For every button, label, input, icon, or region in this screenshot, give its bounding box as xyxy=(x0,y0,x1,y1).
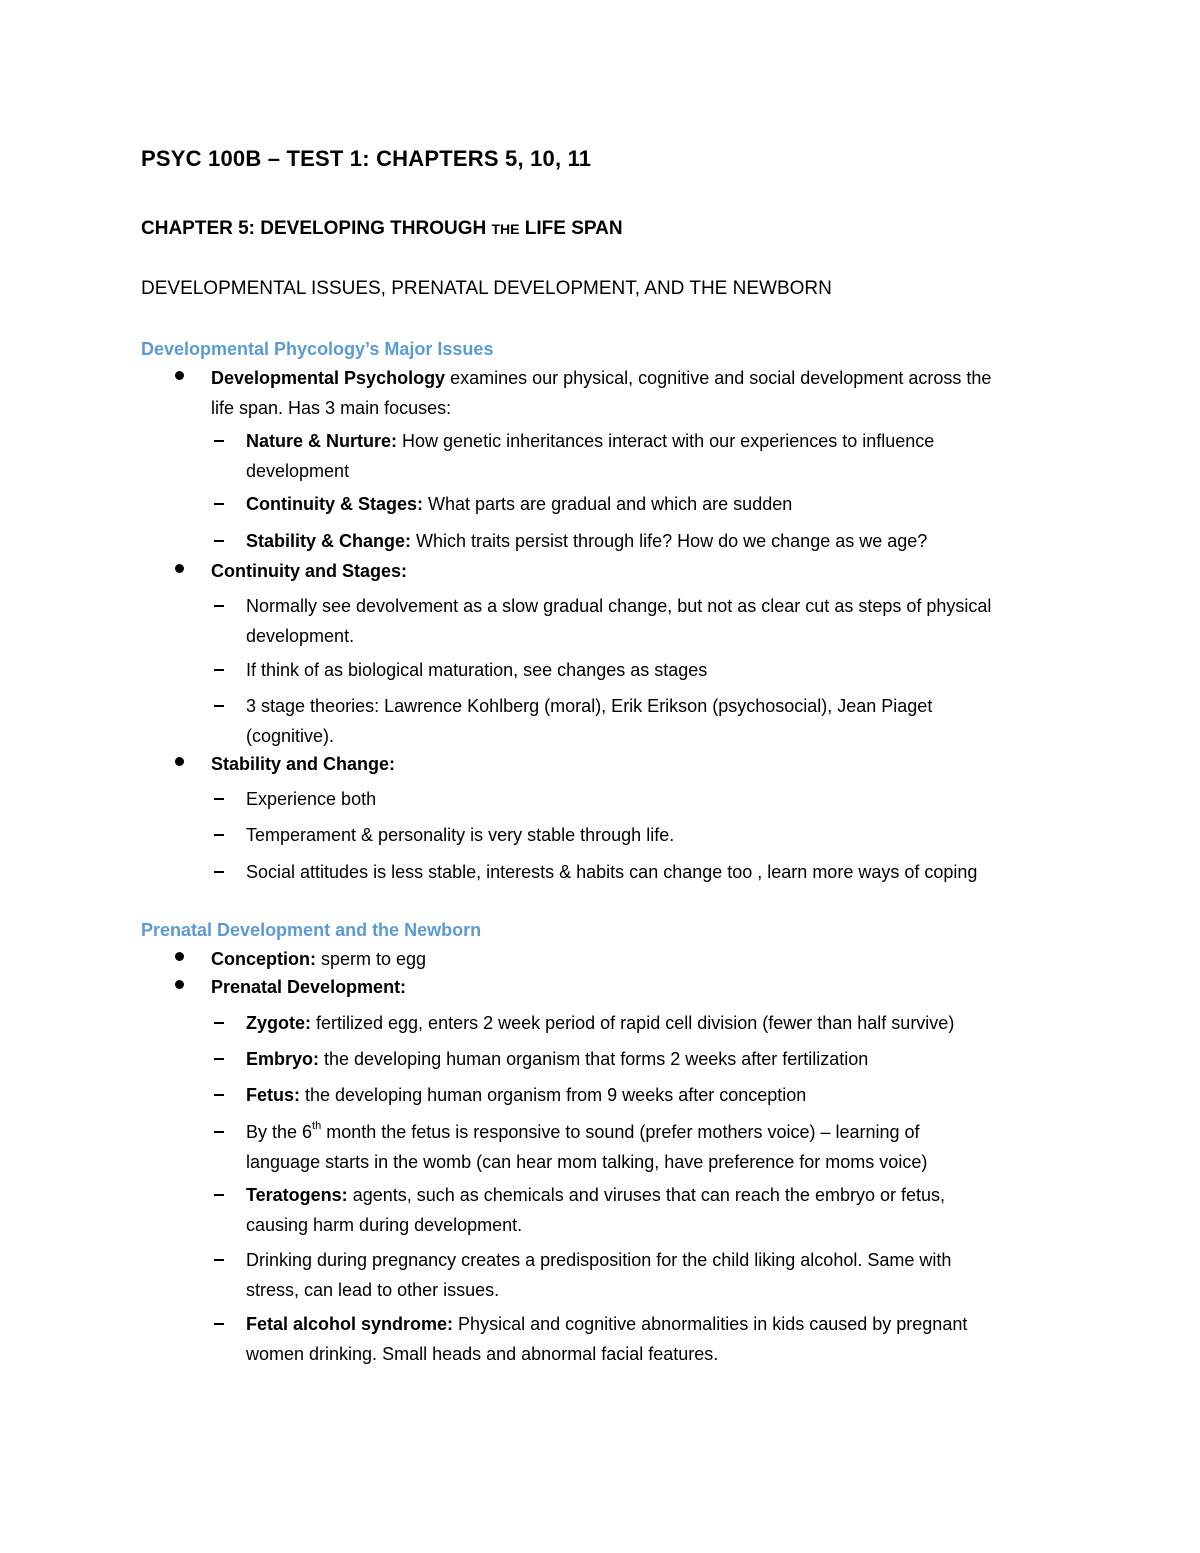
list-subitem xyxy=(246,430,934,452)
term: Prenatal Development: xyxy=(211,977,407,997)
list-subitem: Temperament & personality is very stable through life. xyxy=(246,825,675,845)
term: Nature & Nurture: xyxy=(246,431,398,451)
list-subitem xyxy=(246,1121,920,1143)
dash-marker xyxy=(214,605,224,607)
list-subitem xyxy=(246,1012,954,1034)
list-item xyxy=(211,560,407,582)
term: Continuity and Stages: xyxy=(211,561,408,581)
term: Continuity & Stages: xyxy=(246,494,424,514)
list-subitem xyxy=(246,1313,967,1335)
dash-marker xyxy=(214,1058,224,1060)
dash-marker xyxy=(214,1323,224,1325)
list-subitem: 3 stage theories: Lawrence Kohlberg (moral), Erik Erikson (psychosocial), Jean Piaget xyxy=(246,696,933,716)
dash-marker xyxy=(214,834,224,836)
list-subitem: Social attitudes is less stable, interests & habits can change too , learn more ways of coping xyxy=(246,862,978,882)
term: Fetus: xyxy=(246,1085,300,1105)
chapter-heading-part3: LIFE SPAN xyxy=(519,218,623,239)
list-subitem xyxy=(246,530,927,552)
dash-marker xyxy=(214,705,224,707)
term: Conception: xyxy=(211,949,316,969)
list-subitem-continuation: development. xyxy=(246,626,355,646)
item-text: month the fetus is responsive to sound (prefer mothers voice) – learning of xyxy=(321,1122,920,1142)
list-subitem: Drinking during pregnancy creates a predisposition for the child liking alcohol. Same with xyxy=(246,1250,952,1270)
list-subitem-continuation: (cognitive). xyxy=(246,726,335,746)
list-item xyxy=(211,753,395,775)
dash-marker xyxy=(214,1131,224,1133)
dash-marker xyxy=(214,1094,224,1096)
dash-marker xyxy=(214,669,224,671)
list-subitem xyxy=(246,1084,806,1106)
section-heading-major-issues: Developmental Phycology’s Major Issues xyxy=(141,339,494,359)
list-subitem xyxy=(246,1184,945,1206)
item-text: Which traits persist through life? How do we change as we age? xyxy=(411,531,928,551)
dash-marker xyxy=(214,1022,224,1024)
dash-marker xyxy=(214,871,224,873)
item-text: How genetic inheritances interact with our experiences to influence xyxy=(397,431,935,451)
bullet-dot xyxy=(175,564,184,573)
list-subitem-continuation: stress, can lead to other issues. xyxy=(246,1280,500,1300)
item-text: fertilized egg, enters 2 week period of rapid cell division (fewer than half survive) xyxy=(311,1013,955,1033)
list-item-continuation: life span. Has 3 main focuses: xyxy=(211,398,452,418)
item-text: the developing human organism that forms 2 weeks after fertilization xyxy=(319,1049,869,1069)
dash-marker xyxy=(214,440,224,442)
term: Fetal alcohol syndrome: xyxy=(246,1314,454,1334)
item-text: By the 6 xyxy=(246,1122,313,1142)
term: Stability and Change: xyxy=(211,754,396,774)
dash-marker xyxy=(214,540,224,542)
list-item xyxy=(211,948,426,970)
section-heading-prenatal: Prenatal Development and the Newborn xyxy=(141,920,482,940)
item-text: agents, such as chemicals and viruses that can reach the embryo or fetus, xyxy=(347,1185,945,1205)
superscript: th xyxy=(312,1120,322,1132)
term: Embryo: xyxy=(246,1049,320,1069)
list-subitem-continuation: women drinking. Small heads and abnormal facial features. xyxy=(246,1344,719,1364)
bullet-dot xyxy=(175,371,184,380)
list-item xyxy=(211,976,406,998)
item-text: sperm to egg xyxy=(316,949,427,969)
bullet-dot xyxy=(175,757,184,766)
dash-marker xyxy=(214,1194,224,1196)
document-title: PSYC 100B – TEST 1: CHAPTERS 5, 10, 11 xyxy=(141,146,592,171)
dash-marker xyxy=(214,1259,224,1261)
bullet-dot xyxy=(175,980,184,989)
chapter-heading xyxy=(141,218,623,240)
item-text: Physical and cognitive abnormalities in kids caused by pregnant xyxy=(453,1314,968,1334)
bullet-dot xyxy=(175,952,184,961)
list-subitem xyxy=(246,493,792,515)
list-subitem-continuation: language starts in the womb (can hear mom talking, have preference for moms voice) xyxy=(246,1152,928,1172)
list-subitem: If think of as biological maturation, see changes as stages xyxy=(246,660,708,680)
list-subitem-continuation: development xyxy=(246,461,350,481)
term: Stability & Change: xyxy=(246,531,412,551)
list-item xyxy=(211,367,991,389)
dash-marker xyxy=(214,503,224,505)
list-subitem: Experience both xyxy=(246,789,377,809)
list-subitem xyxy=(246,1048,868,1070)
item-text: What parts are gradual and which are sudden xyxy=(423,494,793,514)
term: Zygote: xyxy=(246,1013,311,1033)
section-subheading: DEVELOPMENTAL ISSUES, PRENATAL DEVELOPMENT, AND THE NEWBORN xyxy=(141,278,832,299)
chapter-heading-part2: THE xyxy=(491,221,520,237)
chapter-heading-part1: CHAPTER 5: DEVELOPING THROUGH xyxy=(141,218,492,239)
item-text: the developing human organism from 9 weeks after conception xyxy=(300,1085,807,1105)
list-subitem-continuation: causing harm during development. xyxy=(246,1215,523,1235)
dash-marker xyxy=(214,798,224,800)
term: Teratogens: xyxy=(246,1185,348,1205)
term: Developmental Psychology xyxy=(211,368,446,388)
item-text: examines our physical, cognitive and social development across the xyxy=(445,368,992,388)
list-subitem: Normally see devolvement as a slow gradual change, but not as clear cut as steps of physical xyxy=(246,596,992,616)
